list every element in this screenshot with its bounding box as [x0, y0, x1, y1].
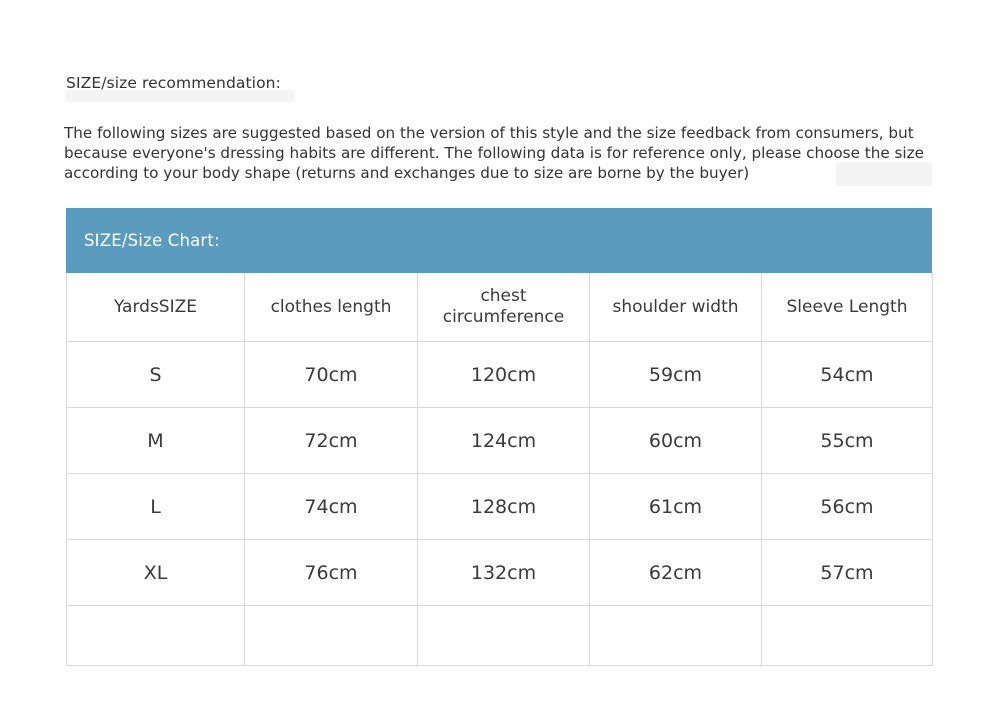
cell-size: XL	[67, 540, 245, 606]
cell-clothes-length: 76cm	[245, 540, 418, 606]
cell-shoulder-width: 62cm	[590, 540, 762, 606]
column-header-clothes-length: clothes length	[245, 273, 418, 342]
chart-title: SIZE/Size Chart:	[84, 231, 220, 250]
column-header-chest-circumference: chest circumference	[418, 273, 590, 342]
cell-shoulder-width: 61cm	[590, 474, 762, 540]
table-row	[67, 606, 933, 666]
page-title: SIZE/size recommendation:	[66, 74, 281, 92]
cell-chest-circumference: 128cm	[418, 474, 590, 540]
cell-sleeve-length: 55cm	[762, 408, 933, 474]
table-row	[67, 408, 933, 474]
cell-size: L	[67, 474, 245, 540]
size-chart	[66, 208, 932, 666]
cell-chest-circumference: 120cm	[418, 342, 590, 408]
intro-text: The following sizes are suggested based on the version of this style and the size feedback from consumers, but because everyone's dressing habits are different. The following data is for reference only, please choose the size according to your body shape (returns and exchanges due to size are borne by the buyer)	[64, 124, 924, 182]
cell-sleeve-length	[762, 606, 933, 666]
table-row	[67, 540, 933, 606]
cell-chest-circumference: 124cm	[418, 408, 590, 474]
table-header-row	[67, 273, 933, 342]
cell-shoulder-width	[590, 606, 762, 666]
cell-chest-circumference: 132cm	[418, 540, 590, 606]
cell-clothes-length: 74cm	[245, 474, 418, 540]
table-row	[67, 342, 933, 408]
cell-size	[67, 606, 245, 666]
cell-clothes-length	[245, 606, 418, 666]
cell-shoulder-width: 60cm	[590, 408, 762, 474]
table-body	[67, 342, 933, 666]
column-header-shoulder-width: shoulder width	[590, 273, 762, 342]
table-row	[67, 474, 933, 540]
cell-sleeve-length: 57cm	[762, 540, 933, 606]
cell-clothes-length: 70cm	[245, 342, 418, 408]
cell-sleeve-length: 56cm	[762, 474, 933, 540]
cell-size: M	[67, 408, 245, 474]
intro-paragraph	[64, 123, 936, 183]
table-header	[67, 273, 933, 342]
cell-clothes-length: 72cm	[245, 408, 418, 474]
column-header-sleeve-length: Sleeve Length	[762, 273, 933, 342]
cell-size: S	[67, 342, 245, 408]
cell-sleeve-length: 54cm	[762, 342, 933, 408]
cell-shoulder-width: 59cm	[590, 342, 762, 408]
chart-title-bar	[66, 208, 932, 273]
size-table	[66, 273, 933, 666]
column-header-size: YardsSIZE	[67, 273, 245, 342]
cell-chest-circumference	[418, 606, 590, 666]
